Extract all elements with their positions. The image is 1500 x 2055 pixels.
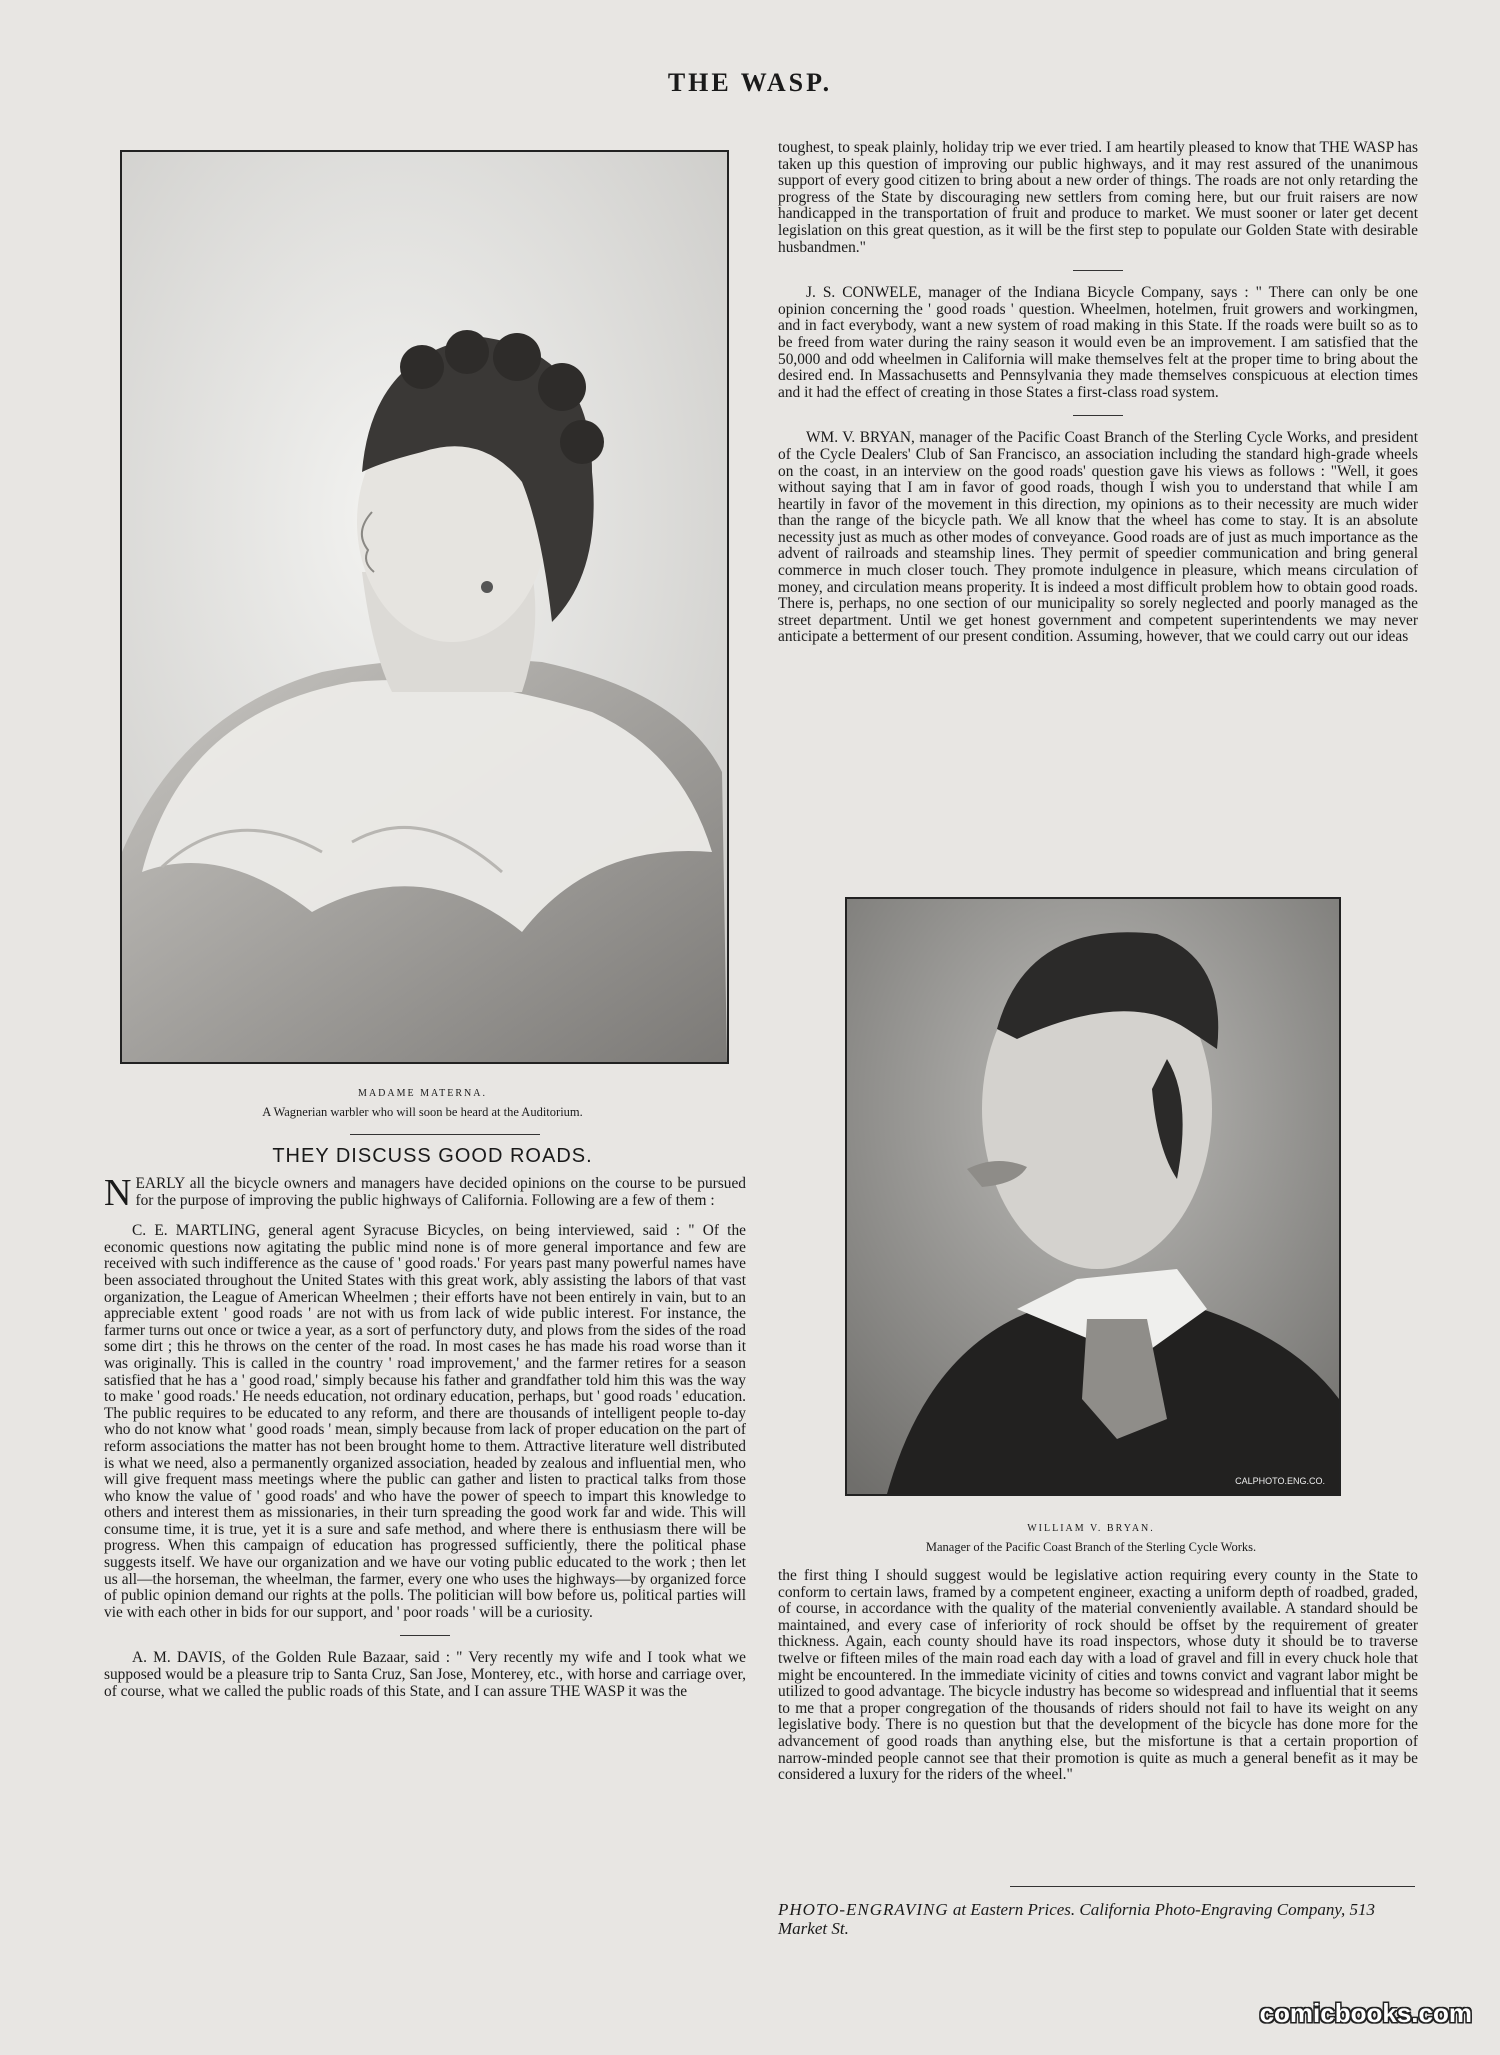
section-separator — [1073, 415, 1123, 416]
bryan-continued-paragraph: the first thing I should suggest would be legislative action requiring every county in the State to conform to certain laws, framed by a competent engineer, exacting a uniform depth of roadbed, graded, of course, in accordance with the quality of the material conveniently available. A standard should be maintained, and every case of inferiority of rock should be offset by the requirement of greater thickness. Again, each county should have its road inspectors, whose duty it should be to traverse twelve or fifteen miles of the main road each day with a load of gravel and fill in every chuck hole that might be encountered. In the immediate vicinity of cities and towns convict and vagrant labor might be utilized to good advantage. The bicycle industry has become so widespread and influential that it seems to me that a proper congregation of the thousands of riders should not fail to have its weight on any legislative body. There is no question but that the development of the bicycle has done more for the advancement of good roads than anything else, but the misfortune is that a certain proportion of narrow-minded people cannot see that their promotion is quite as much a general benefit as it may be considered a luxury for the riders of the wheel." — [778, 1567, 1418, 1784]
article-heading: THEY DISCUSS GOOD ROADS. — [272, 1145, 593, 1167]
intro-paragraph — [104, 1172, 746, 1214]
masthead-title: THE WASP. — [667, 68, 833, 97]
watermark: comicbooks.com — [1259, 1998, 1472, 2028]
caption-bryan-name: WILLIAM V. BRYAN. — [1027, 1523, 1155, 1534]
engraver-mark: CALPHOTO.ENG.CO. — [1235, 1476, 1325, 1486]
caption-materna-desc: A Wagnerian warbler who will soon be heard at the Auditorium. — [262, 1105, 583, 1119]
article-column-right-upper — [778, 140, 1418, 660]
advertisement — [778, 1900, 1418, 1938]
advertisement-divider — [1010, 1886, 1415, 1887]
martling-paragraph: C. E. MARTLING, general agent Syracuse Bicycles, on being interviewed, said : " Of the economic questions now agitating the public mind none is of more general importance and few are received with such indifference as the cause of ' good roads.' For years past many powerful names have been associated throughout the United States with this great work, ably assisting the labors of that vast organization, the League of American Wheelmen ; their efforts have not been entirely in vain, but to an appreciable extent ' good roads ' are not with us from lack of wide public interest. For instance, the farmer turns out once or twice a year, as a sort of perfunctory duty, and plows from the sides of the road some dirt ; this he throws on the center of the road. In most cases he has made his road worse than it was originally. This is called in the country ' road improvement,' and the farmer retires for a season satisfied that he has a ' good road,' simply because his father and grandfather told him this was the way to make ' good roads.' He needs education, not ordinary education, perhaps, but ' good roads ' education. The public requires to be educated to any reform, and there are thousands of intelligent people to-day who do not know what ' good roads ' mean, simply because from lack of proper education on the part of reform associations the matter has not been brought home to them. Attractive literature well distributed is what we need, also a permanently organized association, headed by zealous and influential men, who will give frequent mass meetings where the public can gather and listen to practical talks from those who know the value of ' good roads' and who have the power of speech to impart this knowledge to others and interest them as missionaries, in their turn spreading the good work far and wide. This will consume time, it is true, yet it is a sure and safe method, and where there is enthusiasm there will be progress. When this campaign of education has progressed sufficiently, there the political phase suggests itself. We have our organization and we have our voting public educated to the work ; then let us all—the horseman, the wheelman, the farmer, every one who uses the highways—by organized force of public opinion demand our rights at the polls. The politician will bow before us, political parties will vie with each other in bids for our support, and ' poor roads ' will be a curiosity. — [104, 1222, 746, 1621]
conwele-paragraph: J. S. CONWELE, manager of the Indiana Bicycle Company, says : " There can only be one opinion concerning the ' good roads ' question. Wheelmen, hotelmen, fruit growers and workingmen, and in fact everybody, want a new system of road making in this State. If the roads were built so as to be freed from water during the rainy season it would even be an improvement. I am satisfied that the 50,000 and odd wheelmen in California will make themselves felt at the proper time to bring about the desired end. In Massachusetts and Pennsylvania they made themselves conspicuous at election times and it had the effect of creating in those States a first-class road system. — [778, 284, 1418, 401]
advertisement-prefix: PHOTO-ENGRAVING — [778, 1900, 949, 1919]
advertisement-text: at Eastern Prices. California Photo-Engraving Company, 513 Market St. — [778, 1900, 1376, 1938]
davis-paragraph: A. M. DAVIS, of the Golden Rule Bazaar, said : " Very recently my wife and I took what we supposed would be a pleasure trip to Santa Cruz, San Jose, Monterey, etc., with horse and carriage over, of course, what we called the public roads of this State, and I can assure THE WASP it was the — [104, 1649, 746, 1700]
portrait-photo-materna — [120, 150, 729, 1064]
article-column-right-lower — [778, 1568, 1418, 1798]
drop-cap: N — [104, 1172, 132, 1214]
portrait-photo-bryan — [845, 897, 1341, 1496]
section-separator — [1073, 270, 1123, 271]
caption-materna-name: MADAME MATERNA. — [358, 1088, 487, 1099]
bryan-paragraph: WM. V. BRYAN, manager of the Pacific Coast Branch of the Sterling Cycle Works, and president of the Cycle Dealers' Club of San Francisco, an association including the standard high-grade wheels on the coast, in an interview on the good roads' question gave his views as follows : "Well, it goes without saying that I am in favor of good roads, though I wish you to understand that while I am heartily in favor of the movement in this direction, my opinions as to their necessity are much wider than the range of the bicycle path. We all know that the wheel has come to stay. It is an absolute necessity just as much as other modes of conveyance. Good roads are of just as much importance as the advent of railroads and steamship lines. They permit of speedier communication and bring general commerce in much closer touch. They promote indulgence in pleasure, which means circulation of money, and circulation means properity. It is indeed a most difficult problem how to obtain good roads. There is, perhaps, no one section of our municipality so sorely neglected and poorly managed as the street department. Until we get honest government and competent superintendents we may never anticipate a betterment of our present condition. Assuming, however, that we could carry out our ideas — [778, 429, 1418, 646]
caption-bryan — [845, 1520, 1337, 1556]
davis-continued-paragraph: toughest, to speak plainly, holiday trip we ever tried. I am heartily pleased to know that THE WASP has taken up this question of improving our public highways, and it may rest assured of the unanimous support of every good citizen to bring about a new order of things. The roads are not only retarding the progress of the State by discouraging new settlers from coming here, but our fruit raisers are now handicapped in the transportation of fruit and produce to market. We must sooner or later get decent legislation on this great question, as it will be the first step to populate our Golden State with desirable husbandmen." — [778, 139, 1418, 256]
section-separator — [400, 1635, 450, 1636]
caption-materna — [120, 1085, 725, 1121]
heading-divider — [350, 1134, 540, 1135]
intro-text: EARLY all the bicycle owners and managers have decided opinions on the course to be pursued for the purpose of improving the public highways of California. Following are a few of them : — [135, 1175, 746, 1209]
article-column-left — [104, 1172, 746, 1714]
caption-bryan-desc: Manager of the Pacific Coast Branch of the Sterling Cycle Works. — [925, 1540, 1257, 1554]
